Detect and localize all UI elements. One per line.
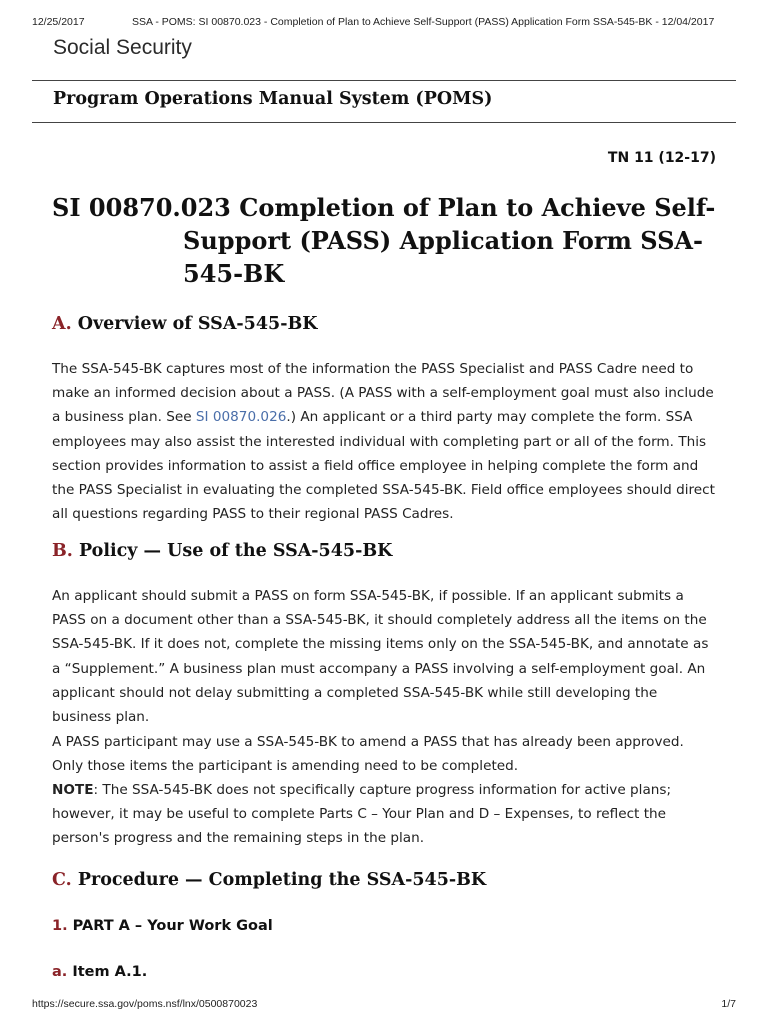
site-brand[interactable]: Social Security (53, 36, 192, 59)
section-b-title: Policy — Use of the SSA-545-BK (78, 541, 393, 561)
section-c-letter: C. (52, 870, 72, 890)
section-b-paragraph-2: A PASS participant may use a SSA-545-BK to amend a PASS that has already been approved. Only those items the participant is amending need to be completed. (52, 734, 684, 775)
section-a-text-1: The SSA-545-BK captures most of the information the PASS Specialist and PASS Cadre need to make an informed decision about a PASS. (A PASS with a self-employment goal must also include a business plan. See (52, 361, 714, 426)
item-a1-title: Item A.1. (72, 964, 148, 980)
transmittal-number: TN 11 (12-17) (607, 150, 716, 166)
item-a1-index: a. (52, 964, 68, 980)
title-divider (32, 122, 736, 123)
section-a-title: Overview of SSA-545-BK (77, 314, 318, 334)
section-a-text-2: .) An applicant or a third party may complete the form. SSA employees may also assist the interested individual with completing part or all of the form. This section provides information to assist a field office employee in helping complete the form and the PASS Specialist in evaluating the completed SSA-545-BK. Field office employees should direct all questions regarding PASS to their regional PASS Cadres. (52, 409, 715, 523)
part-a-heading (52, 918, 273, 934)
print-url: https://secure.ssa.gov/poms.nsf/lnx/0500870023 (32, 998, 258, 1010)
print-date: 12/25/2017 (32, 16, 85, 28)
page-title-line-3: 545-BK (183, 259, 285, 288)
part-a-title: PART A – Your Work Goal (72, 918, 273, 934)
print-document-title: SSA - POMS: SI 00870.023 - Completion of Plan to Achieve Self-Support (PASS) Application Form SSA-545-BK - 12/04/2017 (132, 16, 715, 28)
section-a-letter: A. (52, 314, 72, 334)
section-a-paragraph (52, 357, 718, 526)
page-title-line-2: Support (PASS) Application Form SSA- (183, 226, 704, 255)
note-text: : The SSA-545-BK does not specifically capture progress information for active plans; however, it may be useful to complete Parts C – Your Plan and D – Expenses, to reflect the person's progress and the remaining steps in the plan. (52, 782, 672, 847)
section-b-paragraph-1: An applicant should submit a PASS on form SSA-545-BK, if possible. If an applicant submits a PASS on a document other than a SSA-545-BK, it should completely address all the items on the SSA-545-BK. If it does not, complete the missing items only on the SSA-545-BK, and annotate as a “Supplement.” A business plan must accompany a PASS involving a self-employment goal. An applicant should not delay submitting a completed SSA-545-BK while still developing the business plan. (52, 588, 709, 726)
section-b-letter: B. (52, 541, 73, 561)
note-label: NOTE (52, 782, 94, 798)
page-number: 1/7 (721, 998, 736, 1010)
part-a-index: 1. (52, 918, 68, 934)
section-a-heading (52, 314, 317, 334)
section-c-heading (52, 870, 486, 890)
section-c-title: Procedure — Completing the SSA-545-BK (77, 870, 487, 890)
print-footer (32, 998, 736, 1012)
page-title (52, 191, 722, 290)
poms-title: Program Operations Manual System (POMS) (53, 89, 493, 109)
item-a1-heading (52, 964, 147, 980)
si-00870-026-link[interactable]: SI 00870.026 (195, 409, 287, 426)
section-b-note (52, 778, 718, 851)
print-header (32, 16, 736, 30)
section-b-heading (52, 541, 392, 561)
page-title-line-1: SI 00870.023 Completion of Plan to Achieve Self- (52, 193, 716, 222)
header-divider (32, 80, 736, 81)
